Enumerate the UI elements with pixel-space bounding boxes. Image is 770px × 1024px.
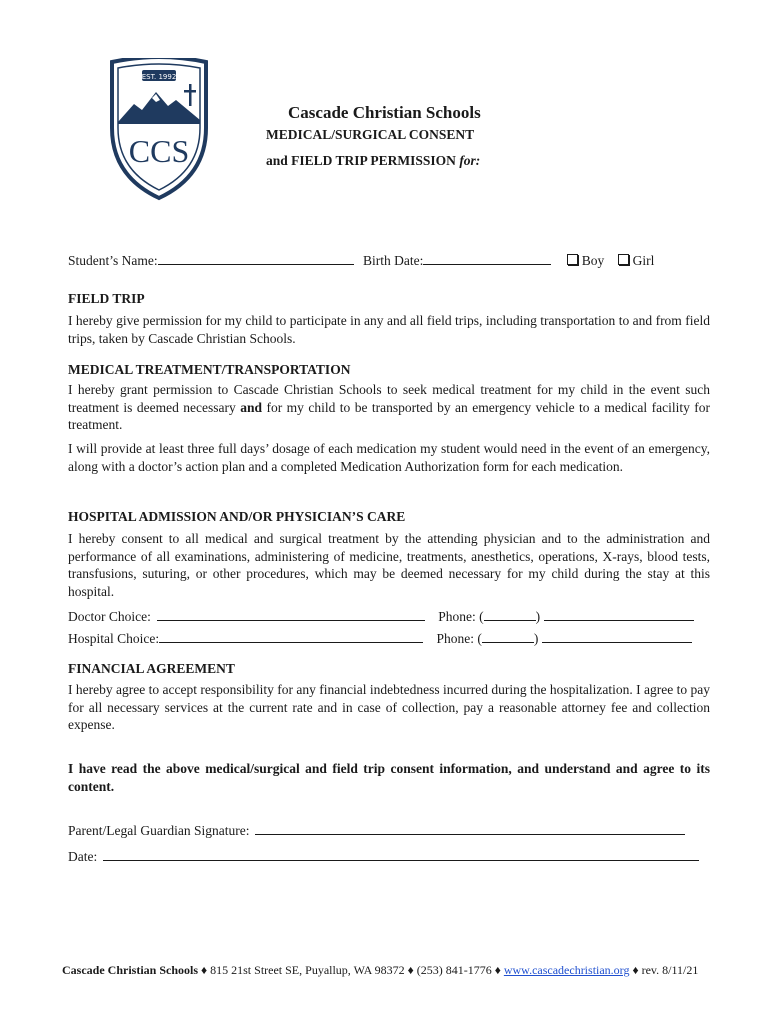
girl-label: Girl <box>632 253 655 268</box>
hospital-text: I hereby consent to all medical and surgical treatment by the attending physician and to the administration and performance of all examinations, administering of medicine, treatments, anesthetics, operations, X-rays, blood tests, transfusions, suturing, or other procedures, which may be deemed necessary for my child during the stay at this hospital. <box>68 531 710 599</box>
footer-sep-1: ♦ <box>201 963 208 977</box>
medical-text-1-and: and <box>240 399 262 415</box>
doctor-phone-field[interactable] <box>544 606 694 621</box>
hospital-phone-close: ) <box>533 631 539 646</box>
boy-checkbox[interactable] <box>567 254 578 265</box>
hospital-label: Hospital Choice: <box>68 631 160 646</box>
hospital-heading: HOSPITAL ADMISSION AND/OR PHYSICIAN’S CARE <box>68 509 406 524</box>
hospital-phone-field[interactable] <box>542 628 692 643</box>
field-trip-heading: FIELD TRIP <box>68 291 145 306</box>
doctor-phone-area-field[interactable] <box>484 606 536 621</box>
student-info-row <box>68 250 654 269</box>
date-label: Date: <box>68 849 98 864</box>
student-name-label: Student’s Name: <box>68 253 158 268</box>
form-title-line1: MEDICAL/SURGICAL CONSENT <box>266 127 475 142</box>
medical-text-2: I will provide at least three full days’ dosage of each medication my student would need in the event of an emergency, along with a doctor’s action plan and a completed Medication Authorization form for each medication. <box>68 441 710 474</box>
girl-checkbox[interactable] <box>618 254 629 265</box>
doctor-label: Doctor Choice: <box>68 609 151 624</box>
hospital-field[interactable] <box>159 628 423 643</box>
date-field[interactable] <box>103 846 699 861</box>
acknowledgement-text: I have read the above medical/surgical and field trip consent information, and understand and agree to its content. <box>68 761 710 794</box>
signature-row <box>68 820 685 839</box>
footer-sep-2: ♦ <box>407 963 414 977</box>
birth-date-label: Birth Date: <box>363 253 424 268</box>
date-row <box>68 846 699 865</box>
footer-website-link[interactable]: www.cascadechristian.org <box>503 963 630 977</box>
footer-sep-3: ♦ <box>494 963 501 977</box>
hospital-phone-area-field[interactable] <box>482 628 534 643</box>
logo-initials: CCS <box>128 133 190 169</box>
footer <box>62 963 698 978</box>
hospital-phone-label: Phone: ( <box>436 631 482 646</box>
signature-label: Parent/Legal Guardian Signature: <box>68 823 250 838</box>
logo-est-text: EST. 1992 <box>141 73 177 81</box>
hospital-row <box>68 628 692 647</box>
medical-text-1b: for my child to be transported by an emergency vehicle to a medical facility for treatment. <box>68 399 711 432</box>
boy-label: Boy <box>581 253 605 268</box>
doctor-row <box>68 606 694 625</box>
student-name-field[interactable] <box>158 250 354 265</box>
form-title-line2-text: and FIELD TRIP PERMISSION <box>266 153 456 168</box>
financial-heading: FINANCIAL AGREEMENT <box>68 661 235 676</box>
medical-text-1 <box>68 381 710 434</box>
footer-revision: rev. 8/11/21 <box>641 963 699 977</box>
financial-text: I hereby agree to accept responsibility for any financial indebtedness incurred during the hospitalization. I agree to pay for all necessary services at the current rate and in case of collection, pay a reasonable attorney fee and collection expense. <box>68 682 710 732</box>
doctor-phone-label: Phone: ( <box>438 609 484 624</box>
birth-date-field[interactable] <box>423 250 551 265</box>
doctor-phone-close: ) <box>535 609 541 624</box>
footer-school: Cascade Christian Schools <box>62 963 199 977</box>
field-trip-text: I hereby give permission for my child to participate in any and all field trips, including transportation to and from field trips, taken by Cascade Christian Schools. <box>68 313 710 346</box>
form-title-for: for: <box>459 153 481 168</box>
footer-address: 815 21st Street SE, Puyallup, WA 98372 <box>210 963 405 977</box>
medical-text-1a: I hereby grant permission to Cascade Christian Schools to seek medical treatment for my child in the event such treatment is deemed necessary <box>68 382 710 415</box>
footer-phone: (253) 841-1776 <box>416 963 492 977</box>
signature-field[interactable] <box>255 820 685 835</box>
school-logo <box>108 58 210 202</box>
medical-heading: MEDICAL TREATMENT/TRANSPORTATION <box>68 362 351 377</box>
doctor-field[interactable] <box>157 606 425 621</box>
form-title-line2 <box>266 153 480 169</box>
school-title: Cascade Christian Schools <box>288 103 481 122</box>
footer-sep-4: ♦ <box>632 963 639 977</box>
